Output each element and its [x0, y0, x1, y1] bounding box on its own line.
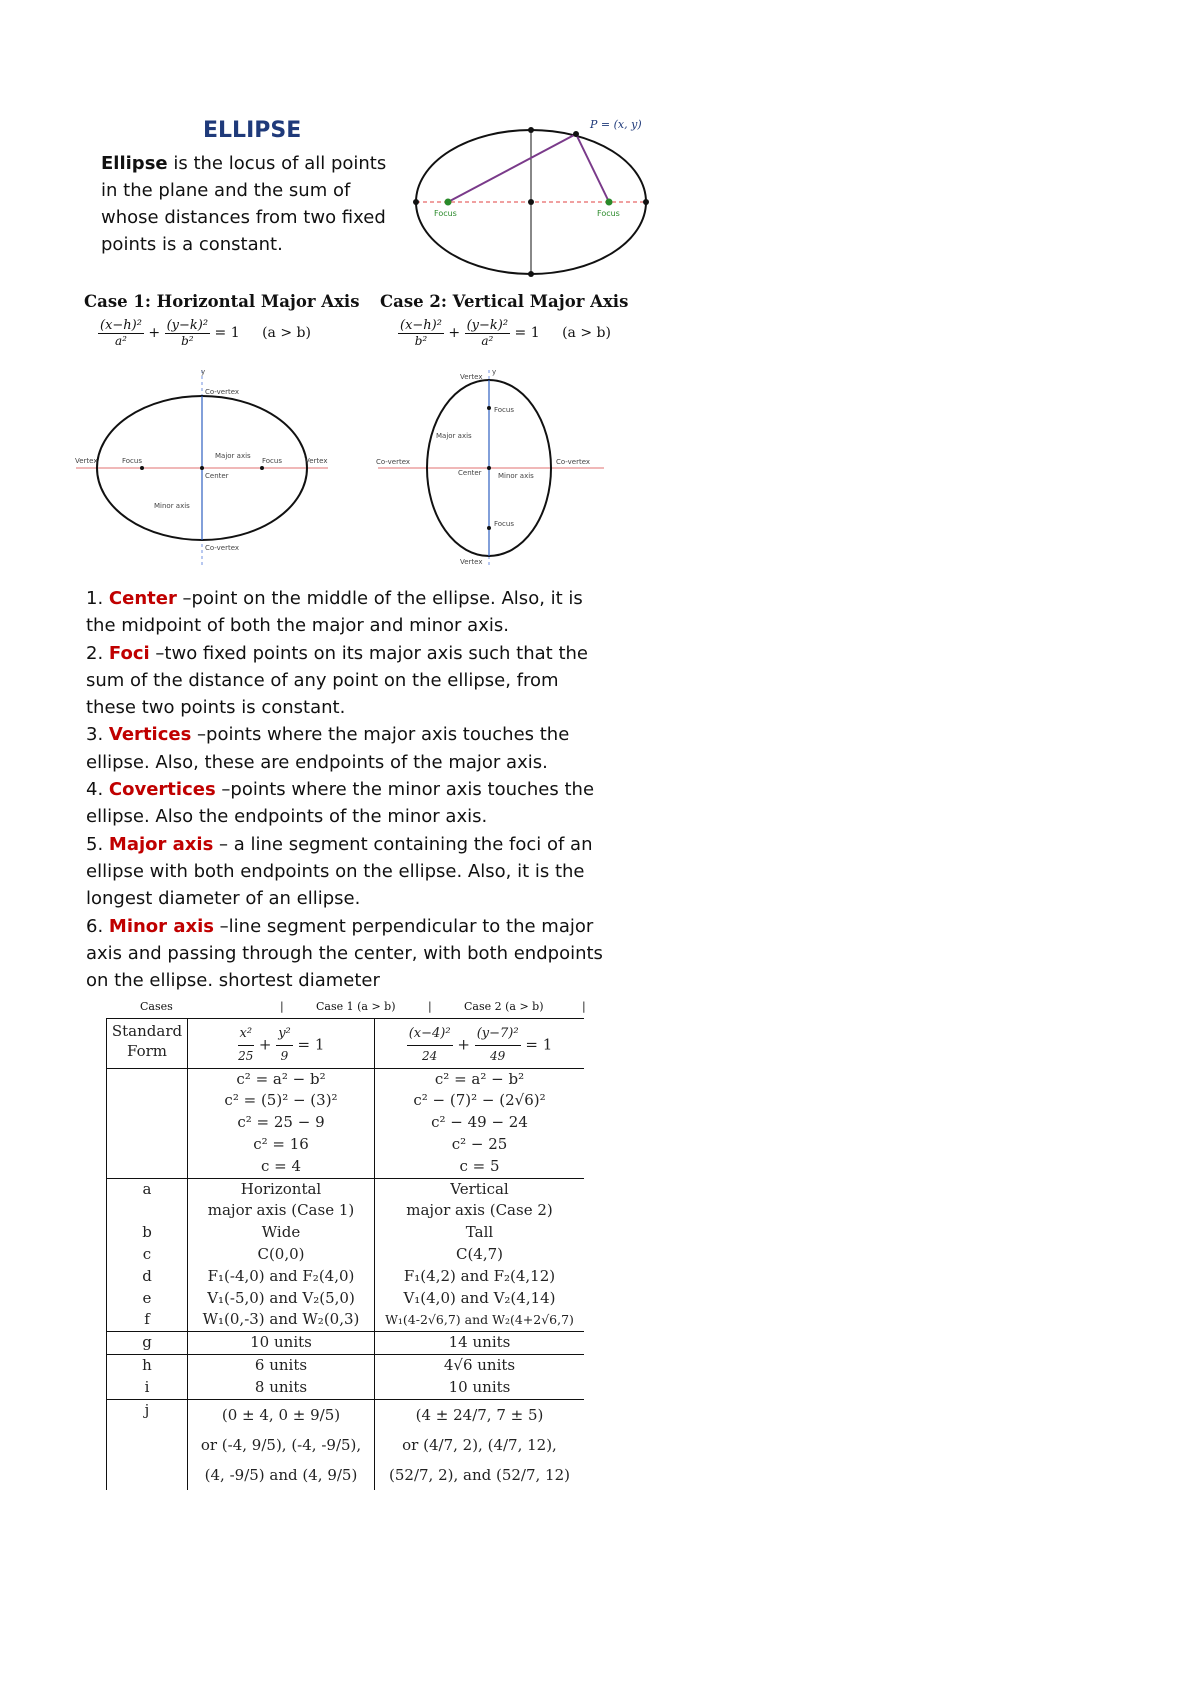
case2-covertex-right-label: Co-vertex	[556, 458, 591, 466]
case2-properties: Vertical major axis (Case 2) Tall C(4,7) F₁(4,2) and F₂(4,12) V₁(4,0) and V₂(4,14) W₁(4-2√6,7) and W₂(4+2√6,7)	[375, 1178, 585, 1332]
definition-term: Minor axis	[108, 915, 214, 937]
case1-vertex-forms: (0 ± 4, 0 ± 9/5) or (-4, 9/5), (-4, -9/5), (4, -9/5) and (4, 9/5)	[188, 1399, 375, 1490]
definition-term: Vertices	[108, 724, 192, 746]
case1-covertex-bottom-label: Co-vertex	[205, 544, 240, 552]
case1-standard-form: $\frac{\text{x²}}{25}$ + $\frac{\text{y²}}{9}$ = 1	[188, 1019, 375, 1069]
case2-center-label: Center	[458, 469, 482, 477]
page-title: ELLIPSE	[203, 118, 302, 143]
case1-focus-left-label: Focus	[122, 457, 142, 465]
case1-covertex-top-label: Co-vertex	[205, 388, 240, 396]
definition-term: Foci	[108, 642, 150, 664]
standard-form-label: Standard Form	[107, 1019, 188, 1069]
case2-heading: Case 2: Vertical Major Axis	[380, 292, 629, 311]
definition-item: 3. Vertices –points where the major axis touches the ellipse. Also, these are endpoints of the major axis.	[86, 724, 570, 773]
case1-vertex-right-label: Vertex	[305, 457, 328, 465]
case1-c-computation: c² = a² − b² c² = (5)² − (3)² c² = 25 − 9 c² = 16 c = 4	[188, 1068, 375, 1178]
case2-fraction-x: $\frac{\text{(x−h)²}}{\text{b²}}$	[400, 318, 442, 348]
case1-focus-right-label: Focus	[262, 457, 282, 465]
case1-formula: $\frac{\text{(x−h)²}}{\text{a²}}$ + $\frac{\text{(y−k)²}}{\text{b²}}$ = 1 (a > b)	[100, 318, 311, 348]
case1-horizontal-ellipse-diagram	[72, 368, 332, 568]
table-row: h i 6 units 8 units 4√6 units 10 units	[107, 1354, 585, 1399]
case2-vertical-ellipse-diagram	[372, 368, 610, 568]
definition-item: 6. Minor axis –line segment perpendicular to the major axis and passing through the center, with both endpoints on the ellipse. shortest diameter	[86, 915, 603, 992]
case1-properties: Horizontal major axis (Case 1) Wide C(0,0) F₁(-4,0) and F₂(4,0) V₁(-5,0) and V₂(5,0) W₁(0,-3) and W₂(0,3)	[188, 1178, 375, 1332]
intro-definition	[101, 150, 401, 258]
definition-item: 2. Foci –two fixed points on its major axis such that the sum of the distance of any point on the ellipse, from these two points is constant.	[86, 642, 588, 719]
point-label: P = (x, y)	[590, 118, 642, 131]
definition-item: 5. Major axis – a line segment containing the foci of an ellipse with both endpoints on the ellipse. Also, it is the longest diameter of an ellipse.	[86, 833, 593, 910]
case2-fraction-y: $\frac{\text{(y−k)²}}{\text{a²}}$	[466, 318, 509, 348]
case2-vertex-bottom-label: Vertex	[460, 558, 483, 566]
case1-vertex-left-label: Vertex	[75, 457, 98, 465]
intro-text: is the locus of all points in the plane and the sum of whose distances from two fixed points is a constant.	[101, 153, 387, 255]
definition-term: Center	[108, 588, 177, 609]
case2-standard-form: $\frac{\text{(x−4)²}}{24}$ + $\frac{\text{(y−7)²}}{49}$ = 1	[375, 1019, 585, 1069]
intro-term: Ellipse	[101, 153, 168, 174]
case1-condition: (a > b)	[262, 325, 311, 341]
case1-heading: Case 1: Horizontal Major Axis	[84, 292, 360, 311]
definition-term: Major axis	[108, 833, 214, 855]
definition-item: 4. Covertices –points where the minor axis touches the ellipse. Also the endpoints of the minor axis.	[86, 779, 595, 828]
case2-condition: (a > b)	[562, 325, 611, 341]
ellipse-definition-diagram	[412, 112, 664, 282]
table-row: g 10 units 14 units	[107, 1332, 585, 1355]
case2-minor-axis-label: Minor axis	[498, 472, 534, 480]
definitions-list	[86, 585, 606, 994]
focus-label-left: Focus	[434, 209, 457, 218]
case2-major-axis-label: Major axis	[436, 432, 472, 440]
definition-term: Covertices	[108, 779, 216, 801]
case1-major-axis-label: Major axis	[215, 452, 251, 460]
case2-y-axis-label: y	[492, 368, 497, 376]
cases-table	[106, 1018, 584, 1490]
case1-minor-axis-label: Minor axis	[154, 502, 190, 510]
table-row: j (0 ± 4, 0 ± 9/5) or (-4, 9/5), (-4, -9/5), (4, -9/5) and (4, 9/5) (4 ± 24/7, 7 ± 5) or (4/7, 2), (4/7, 12), (52/7, 2), and (52/7, 12)	[107, 1399, 585, 1490]
case2-vertex-top-label: Vertex	[460, 373, 483, 381]
case1-y-axis-label: y	[201, 368, 206, 376]
case1-center-label: Center	[205, 472, 229, 480]
case2-focus-bottom-label: Focus	[494, 520, 514, 528]
table-row: a b c d e f Horizontal major axis (Case 1) Wide C(0,0) F₁(-4,0) and F₂(4,0) V₁(-5,0) and V₂(5,0) W₁(0,-3) and W₂(0,3) Vertical major axis (Case 2) Tall C(4,7) F₁(4,2) and F₂(4,12) V₁(4,0) and V₂(4,14) W₁(4-2√6,7) and W₂(4+2√6,7)	[107, 1178, 585, 1332]
case2-vertex-forms: (4 ± 24/7, 7 ± 5) or (4/7, 2), (4/7, 12), (52/7, 2), and (52/7, 12)	[375, 1399, 585, 1490]
case2-covertex-left-label: Co-vertex	[376, 458, 411, 466]
table-row	[107, 1068, 585, 1178]
case2-formula: $\frac{\text{(x−h)²}}{\text{b²}}$ + $\frac{\text{(y−k)²}}{\text{a²}}$ = 1 (a > b)	[400, 318, 611, 348]
case2-focus-top-label: Focus	[494, 406, 514, 414]
table-row	[107, 1019, 585, 1069]
case2-c-computation: c² = a² − b² c² − (7)² − (2√6)² c² − 49 − 24 c² − 25 c = 5	[375, 1068, 585, 1178]
case1-fraction-x: $\frac{\text{(x−h)²}}{\text{a²}}$	[100, 318, 142, 348]
case1-fraction-y: $\frac{\text{(y−k)²}}{\text{b²}}$	[166, 318, 209, 348]
focus-label-right: Focus	[597, 209, 620, 218]
definition-item: 1. Center –point on the middle of the ellipse. Also, it is the midpoint of both the major and minor axis.	[86, 588, 583, 637]
